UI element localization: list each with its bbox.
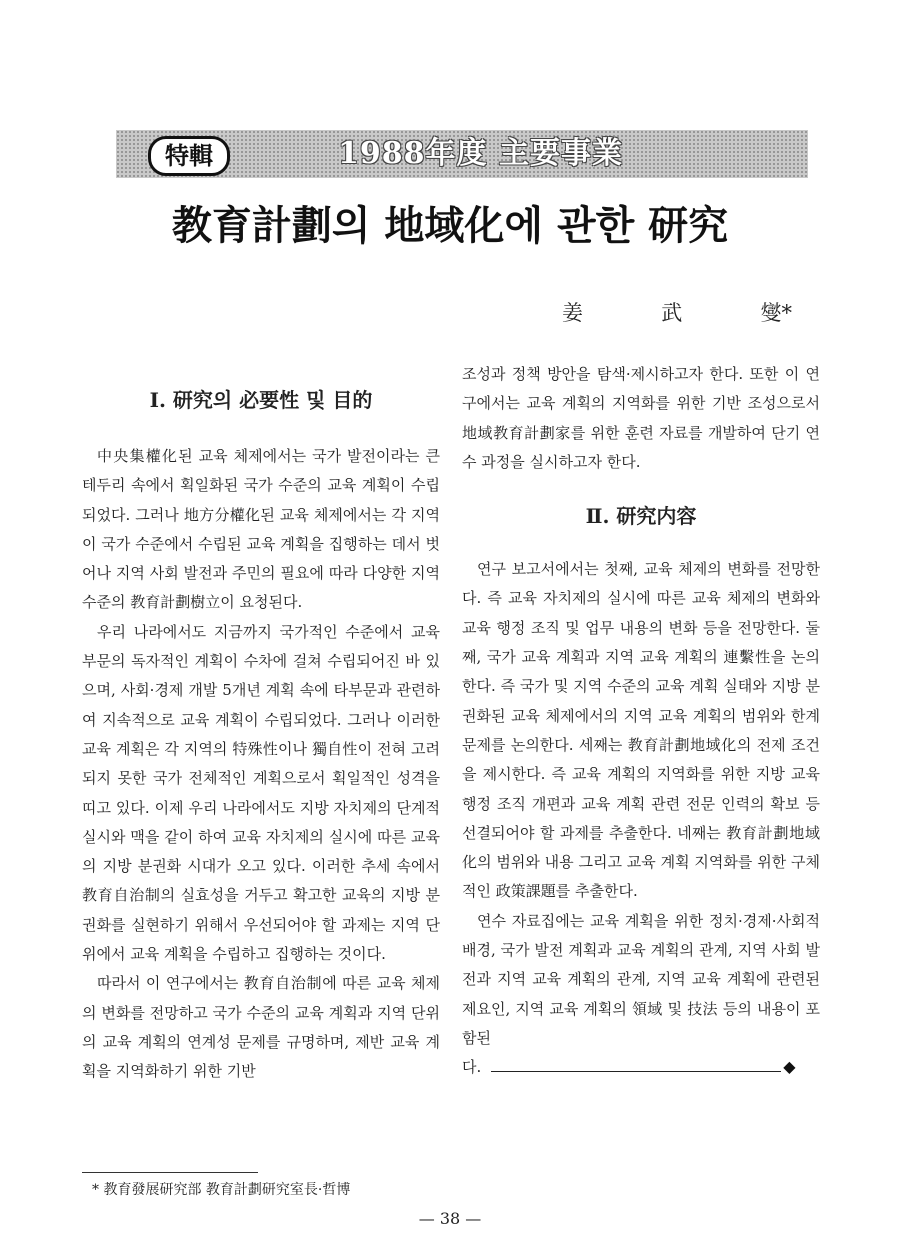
body-paragraph: 따라서 이 연구에서는 教育自治制에 따른 교육 체제의 변화를 전망하고 국가 수준의 교육 계획과 지역 단위의 교육 계획의 연계성 문제를 규명하며, 제반 교육 계획을 지역화하기 위한 기반 [82,974,440,1081]
end-line [462,1053,820,1082]
section-heading: Ⅱ. 研究内容 [585,504,697,529]
right-column [462,360,820,1083]
feature-banner [116,130,808,178]
end-rule [491,1071,781,1072]
article-title: 教育計劃의 地域化에 관한 研究 [171,202,729,249]
author-name [562,298,792,328]
body-paragraph: 연수 자료집에는 교육 계획을 위한 정치·경제·사회적 배경, 국가 발전 계획과 교육 계획의 관계, 지역 사회 발전과 지역 교육 계획의 관계, 지역 교육 계획에 관련된 제요인, 지역 교육 계획의 領域 및 技法 등의 내용이 포함된 [462,911,820,1047]
body-paragraph: 우리 나라에서도 지금까지 국가적인 수준에서 교육 부문의 독자적인 계획이 수차에 걸쳐 수립되어진 바 있으며, 사회·경제 개발 5개년 계획 속에 타부문과 관련하여 지속적으로 교육 계획이 수립되었다. 그러나 이러한 교육 계획은 각 지역의 特殊性이나 獨自性이 전혀 고려되지 못한 국가 전체적인 계획으로서 획일적인 성격을 띠고 있다. 이제 우리 나라에서도 지방 자치제의 단계적 실시와 맥을 같이 하여 교육 자치제의 실시에 따른 교육의 지방 분권화 시대가 오고 있다. 이러한 추세 속에서 教育自治制의 실효성을 거두고 확고한 교육의 지방 분권화를 실현하기 위해서 우선되어야 할 과제는 지역 단위에서 교육 계획을 수립하고 집행하는 것이다. [82,622,440,964]
footnote: * 教育發展研究部 教育計劃研究室長·哲博 [92,1182,351,1198]
author-char: 武 [661,301,683,325]
final-word: 다. [462,1058,482,1077]
body-paragraph: 中央集權化된 교육 체제에서는 국가 발전이라는 큰 테두리 속에서 획일화된 국가 수준의 교육 계획이 수립되었다. 그러나 地方分權化된 교육 체제에서는 각 지역이 국가 수준에서 수립된 교육 계획을 집행하는 데서 벗어나 지역 사회 발전과 주민의 필요에 따라 다양한 지역 수준의 教育計劃樹立이 요청된다. [82,447,440,612]
body-paragraph: 조성과 정책 방안을 탐색·제시하고자 한다. 또한 이 연구에서는 교육 계획의 지역화를 위한 기반 조성으로서 地域教育計劃家를 위한 훈련 자료를 개발하여 단기 연수 과정을 실시하고자 한다. [462,365,820,471]
footnote-rule [82,1172,258,1173]
left-column [82,360,440,1087]
section-heading: Ⅰ. 研究의 必要性 및 目的 [149,388,373,412]
feature-badge: 特輯 [148,136,230,176]
body-paragraph: 연구 보고서에서는 첫째, 교육 체제의 변화를 전망한다. 즉 교육 자치제의 실시에 따른 교육 체제의 변화와 교육 행정 조직 및 업무 내용의 변화 등을 전망한다. 둘째, 국가 교육 계획과 지역 교육 계획의 連繫性을 논의한다. 즉 국가 및 지역 수준의 교육 계획 실태와 지방 분권화된 교육 체제에서의 지역 교육 계획의 범위와 한계 문제를 논의한다. 세째는 教育計劃地域化의 전제 조건을 제시한다. 즉 교육 계획의 지역화를 위한 지방 교육 행정 조직 개편과 교육 계획 관련 전문 인력의 확보 등 선결되어야 할 과제를 추출한다. 네째는 教育計劃地域化의 범위와 내용 그리고 교육 계획 지역화를 위한 구체적인 政策課題를 추출한다. [462,560,820,901]
end-diamond-icon: ◆ [783,1057,796,1077]
page-number: — 38 — [418,1209,482,1228]
author-char: 姜 [562,301,583,325]
banner-title: 1988年度 主要事業 [338,136,623,171]
author-char: 燮* [760,301,792,325]
